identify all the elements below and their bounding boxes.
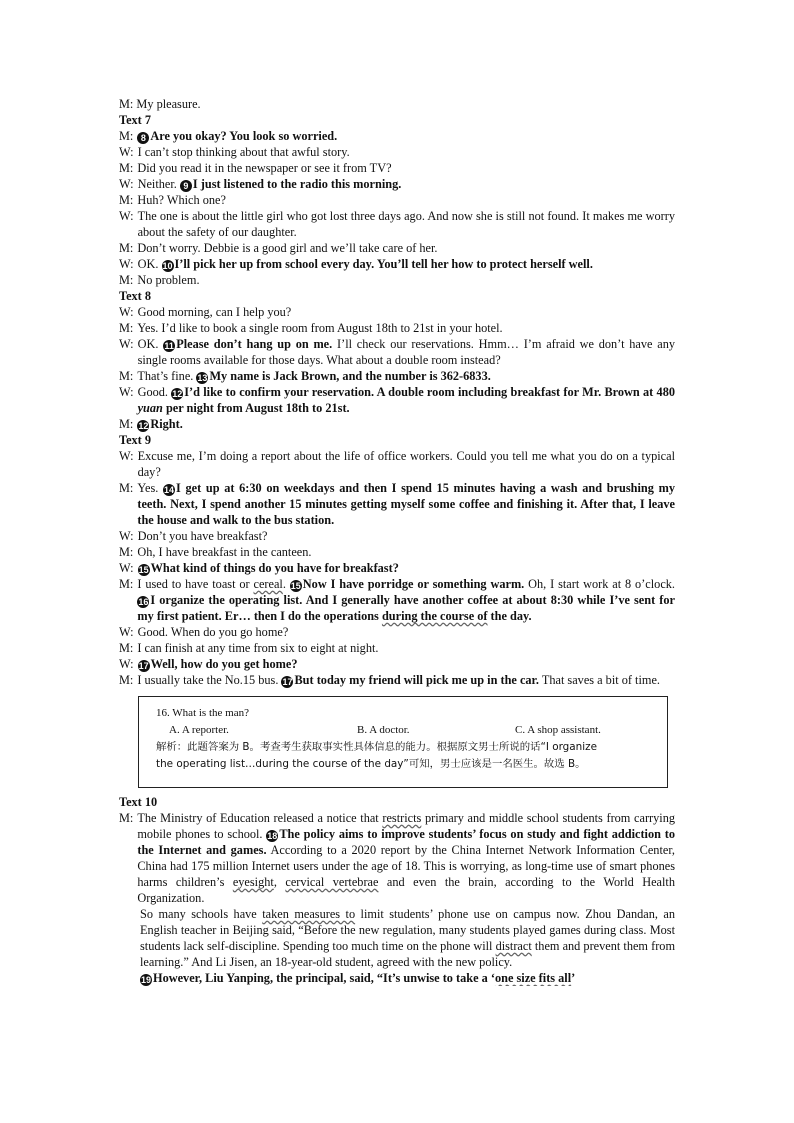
dialogue-text: That’s fine. [137, 369, 197, 383]
dialogue-line [119, 624, 675, 640]
question-number-badge: 16 [138, 597, 149, 607]
speaker-label: W: [119, 145, 134, 159]
question-number-badge: 13 [197, 373, 208, 383]
speaker-label: M: [119, 321, 134, 335]
dialogue-line [119, 656, 675, 672]
text7-heading: Text 7 [119, 113, 151, 127]
speaker-label: M: [119, 545, 134, 559]
wavy-underlined-phrase: during the course of [381, 609, 488, 623]
key-sentence: The policy aims to improve students’ focus on study and fight addiction to the Internet and games. [137, 827, 675, 857]
dialogue-text: That saves a bit of time. [538, 673, 660, 687]
dialogue-line [119, 256, 675, 272]
dialogue-line [119, 560, 675, 576]
question-number-badge: 15 [290, 581, 301, 591]
dialogue-text: Excuse me, I’m doing a report about the life of office workers. Could you tell me what you do on a typical day? [137, 449, 675, 479]
question-number-badge: 17 [138, 661, 149, 671]
question-number-badge: 15 [138, 565, 149, 575]
key-sentence: What kind of things do you have for breakfast? [150, 561, 399, 575]
dialogue-line [119, 304, 675, 320]
key-sentence: Please don’t hang up on me. [176, 337, 333, 351]
speaker-label: W: [119, 305, 134, 319]
speaker-label: W: [119, 385, 134, 399]
option-a: A. A reporter. [169, 724, 229, 736]
dialogue-line [119, 810, 675, 906]
dialogue-line [119, 576, 675, 624]
speaker-label: M: [119, 129, 134, 143]
passage-text: primary and middle school students from carrying mobile phones to school. [137, 811, 675, 841]
question-number-badge: 18 [267, 831, 278, 841]
dialogue-line [119, 192, 675, 208]
dialogue-line [119, 272, 675, 288]
dialogue-text: The one is about the little girl who got lost three days ago. And now she is still not found. It makes me worry about the safety of our daughter. [137, 209, 675, 239]
wavy-underlined-word: cereal [253, 577, 283, 591]
dialogue-line [119, 160, 675, 176]
dialogue-text: Good. [137, 385, 172, 399]
speaker-label: M: [119, 273, 134, 287]
key-sentence: My name is Jack Brown, and the number is 362-6833. [209, 369, 491, 383]
key-sentence: ’ [571, 971, 576, 985]
speaker-label: M: [119, 417, 134, 431]
analysis-line-2: the operating list…during the course of the day”可知，男士应该是一名医生。故选 B。 [156, 758, 586, 770]
key-sentence: However, Liu Yanping, the principal, said, “It’s unwise to take a ‘ [153, 971, 495, 985]
speaker-label: M: [119, 673, 134, 687]
answer-options [156, 722, 657, 739]
speaker-label: W: [119, 449, 134, 463]
dialogue-text: Good morning, can I help you? [137, 305, 292, 319]
speaker-label: M: [119, 369, 134, 383]
key-sentence: per night from August 18th to 21st. [162, 401, 350, 415]
passage-text: them and prevent them from learning.” And Li Jisen, an 18-year-old student, agreed with the new policy. [140, 939, 676, 969]
analysis-line-1: 解析：此题答案为 B。考查考生获取事实性具体信息的能力。根据原文男士所说的话“I organize [156, 741, 597, 753]
dialogue-line [119, 544, 675, 560]
speaker-label: M: [119, 241, 134, 255]
dialogue-text: No problem. [137, 273, 200, 287]
dialogue-text: I used to have toast or [137, 577, 254, 591]
dialogue-text: I usually take the No.15 bus. [137, 673, 282, 687]
dialogue-line [119, 336, 675, 368]
speaker-label: W: [119, 657, 134, 671]
text10-heading: Text 10 [119, 795, 158, 809]
wavy-underlined-word: eyesight [232, 875, 274, 889]
dialogue-text: I can’t stop thinking about that awful story. [137, 145, 350, 159]
speaker-label: M: [119, 641, 134, 655]
speaker-label: W: [119, 625, 134, 639]
dialogue-line [119, 320, 675, 336]
dialogue-text: Don’t you have breakfast? [137, 529, 268, 543]
dialogue-line [119, 448, 675, 480]
dialogue-line [119, 128, 675, 144]
dialogue-text: Oh, I start work at 8 o’clock. [524, 577, 675, 591]
speaker-label: W: [119, 177, 134, 191]
passage-text: So many schools have [140, 907, 263, 921]
dialogue-line [119, 672, 675, 688]
dialogue-text: Yes. [137, 481, 164, 495]
dialogue-text: Neither. [137, 177, 180, 191]
dialogue-text: Yes. I’d like to book a single room from August 18th to 21st in your hotel. [137, 321, 503, 335]
wavy-underlined-word: distract [495, 939, 532, 953]
question-number-badge: 11 [164, 341, 174, 351]
speaker-label: W: [119, 209, 134, 223]
option-c: C. A shop assistant. [515, 724, 601, 736]
question-number-badge: 14 [164, 485, 175, 495]
key-sentence: Well, how do you get home? [150, 657, 298, 671]
wavy-underlined-word: restricts [382, 811, 422, 825]
dialogue-text: Oh, I have breakfast in the canteen. [137, 545, 312, 559]
transcript-page [119, 96, 675, 986]
speaker-label: W: [119, 529, 134, 543]
key-sentence: I’ll pick her up from school every day. You’ll tell her how to protect herself well. [174, 257, 593, 271]
question-number-badge: 19 [140, 975, 151, 985]
key-sentence: Right. [150, 417, 183, 431]
question-number-badge: 10 [162, 261, 173, 271]
key-sentence: I get up at 6:30 on weekdays and then I spend 15 minutes having a wash and brushing my teeth. Next, I spend another 15 minutes getting myself some coffee and finishing it. After that, I leave the house and walk to the bus station. [137, 481, 675, 527]
question-number-badge: 9 [180, 180, 192, 192]
key-sentence: I just listened to the radio this morning. [192, 177, 402, 191]
key-sentence: But today my friend will pick me up in the car. [294, 673, 539, 687]
dialogue-text: Don’t worry. Debbie is a good girl and we’ll take care of her. [137, 241, 438, 255]
speaker-label: W: [119, 337, 134, 351]
text9-heading: Text 9 [119, 433, 151, 447]
dialogue-line [119, 240, 675, 256]
currency-word: yuan [137, 401, 163, 415]
speaker-label: M: [119, 481, 134, 495]
speaker-label: M: [119, 811, 134, 825]
dialogue-text: . [282, 577, 290, 591]
speaker-label: W: [119, 561, 134, 575]
passage-paragraph [119, 906, 675, 970]
dialogue-line [119, 640, 675, 656]
dialogue-line [119, 528, 675, 544]
text7-pre-line: M: My pleasure. [119, 97, 201, 111]
speaker-label: M: [119, 577, 134, 591]
dialogue-line [119, 208, 675, 240]
dialogue-line [119, 416, 675, 432]
wavy-underlined-word: cervical vertebrae [285, 875, 379, 889]
passage-text: , [273, 875, 286, 889]
question-number-badge: 8 [137, 132, 149, 144]
key-sentence: I’d like to confirm your reservation. A double room including breakfast for Mr. Brown at 480 [184, 385, 675, 399]
dialogue-text: OK. [137, 257, 162, 271]
question-number-badge: 12 [138, 421, 149, 431]
speaker-label: M: [119, 161, 134, 175]
dialogue-line [119, 368, 675, 384]
dialogue-text: Good. When do you go home? [137, 625, 289, 639]
dialogue-text: I can finish at any time from six to eight at night. [137, 641, 379, 655]
key-sentence: the day. [487, 609, 532, 623]
dialogue-line [119, 176, 675, 192]
dialogue-line [119, 480, 675, 528]
question-stem: 16. What is the man? [156, 707, 249, 719]
dialogue-text: I’ll check our reservations. Hmm… I’m afraid we don’t have any single rooms available for those days. What about a double room instead? [137, 337, 675, 367]
key-sentence: I organize the operating list. And I generally have another coffee at about 8:30 while I’ve sent for my first patient. Er… then I do the operations [137, 593, 675, 623]
question-analysis-box [138, 696, 668, 788]
speaker-label: W: [119, 257, 134, 271]
passage-text: According to a 2020 report by the China Internet Network Information Center, China had 175 million Internet users under the age of 18. This is worrying, as long-time use of smart phones harms children’s [137, 843, 675, 889]
option-b: B. A doctor. [357, 724, 410, 736]
key-sentence: Now I have porridge or something warm. [302, 577, 525, 591]
question-number-badge: 17 [282, 677, 293, 687]
text8-heading: Text 8 [119, 289, 151, 303]
dialogue-line [119, 384, 675, 416]
passage-text: The Ministry of Education released a notice that [137, 811, 383, 825]
speaker-label: M: [119, 193, 134, 207]
passage-text: and even the brain, according to the World Health Organization. [137, 875, 675, 905]
wavy-underlined-phrase: one size fits all [494, 971, 572, 985]
passage-paragraph [119, 970, 675, 986]
dialogue-text: OK. [137, 337, 164, 351]
dialogue-line [119, 144, 675, 160]
dialogue-text: Did you read it in the newspaper or see it from TV? [137, 161, 392, 175]
key-sentence: Are you okay? You look so worried. [150, 129, 338, 143]
wavy-underlined-phrase: taken measures to [262, 907, 356, 921]
passage-text: limit students’ phone use on campus now. Zhou Dandan, an English teacher in Beijing said, “Before the new regulation, many students played games during class. Most students lack self-discipline. Spending too much time on the phone will [140, 907, 675, 953]
dialogue-text: Huh? Which one? [137, 193, 226, 207]
question-number-badge: 12 [172, 389, 183, 399]
